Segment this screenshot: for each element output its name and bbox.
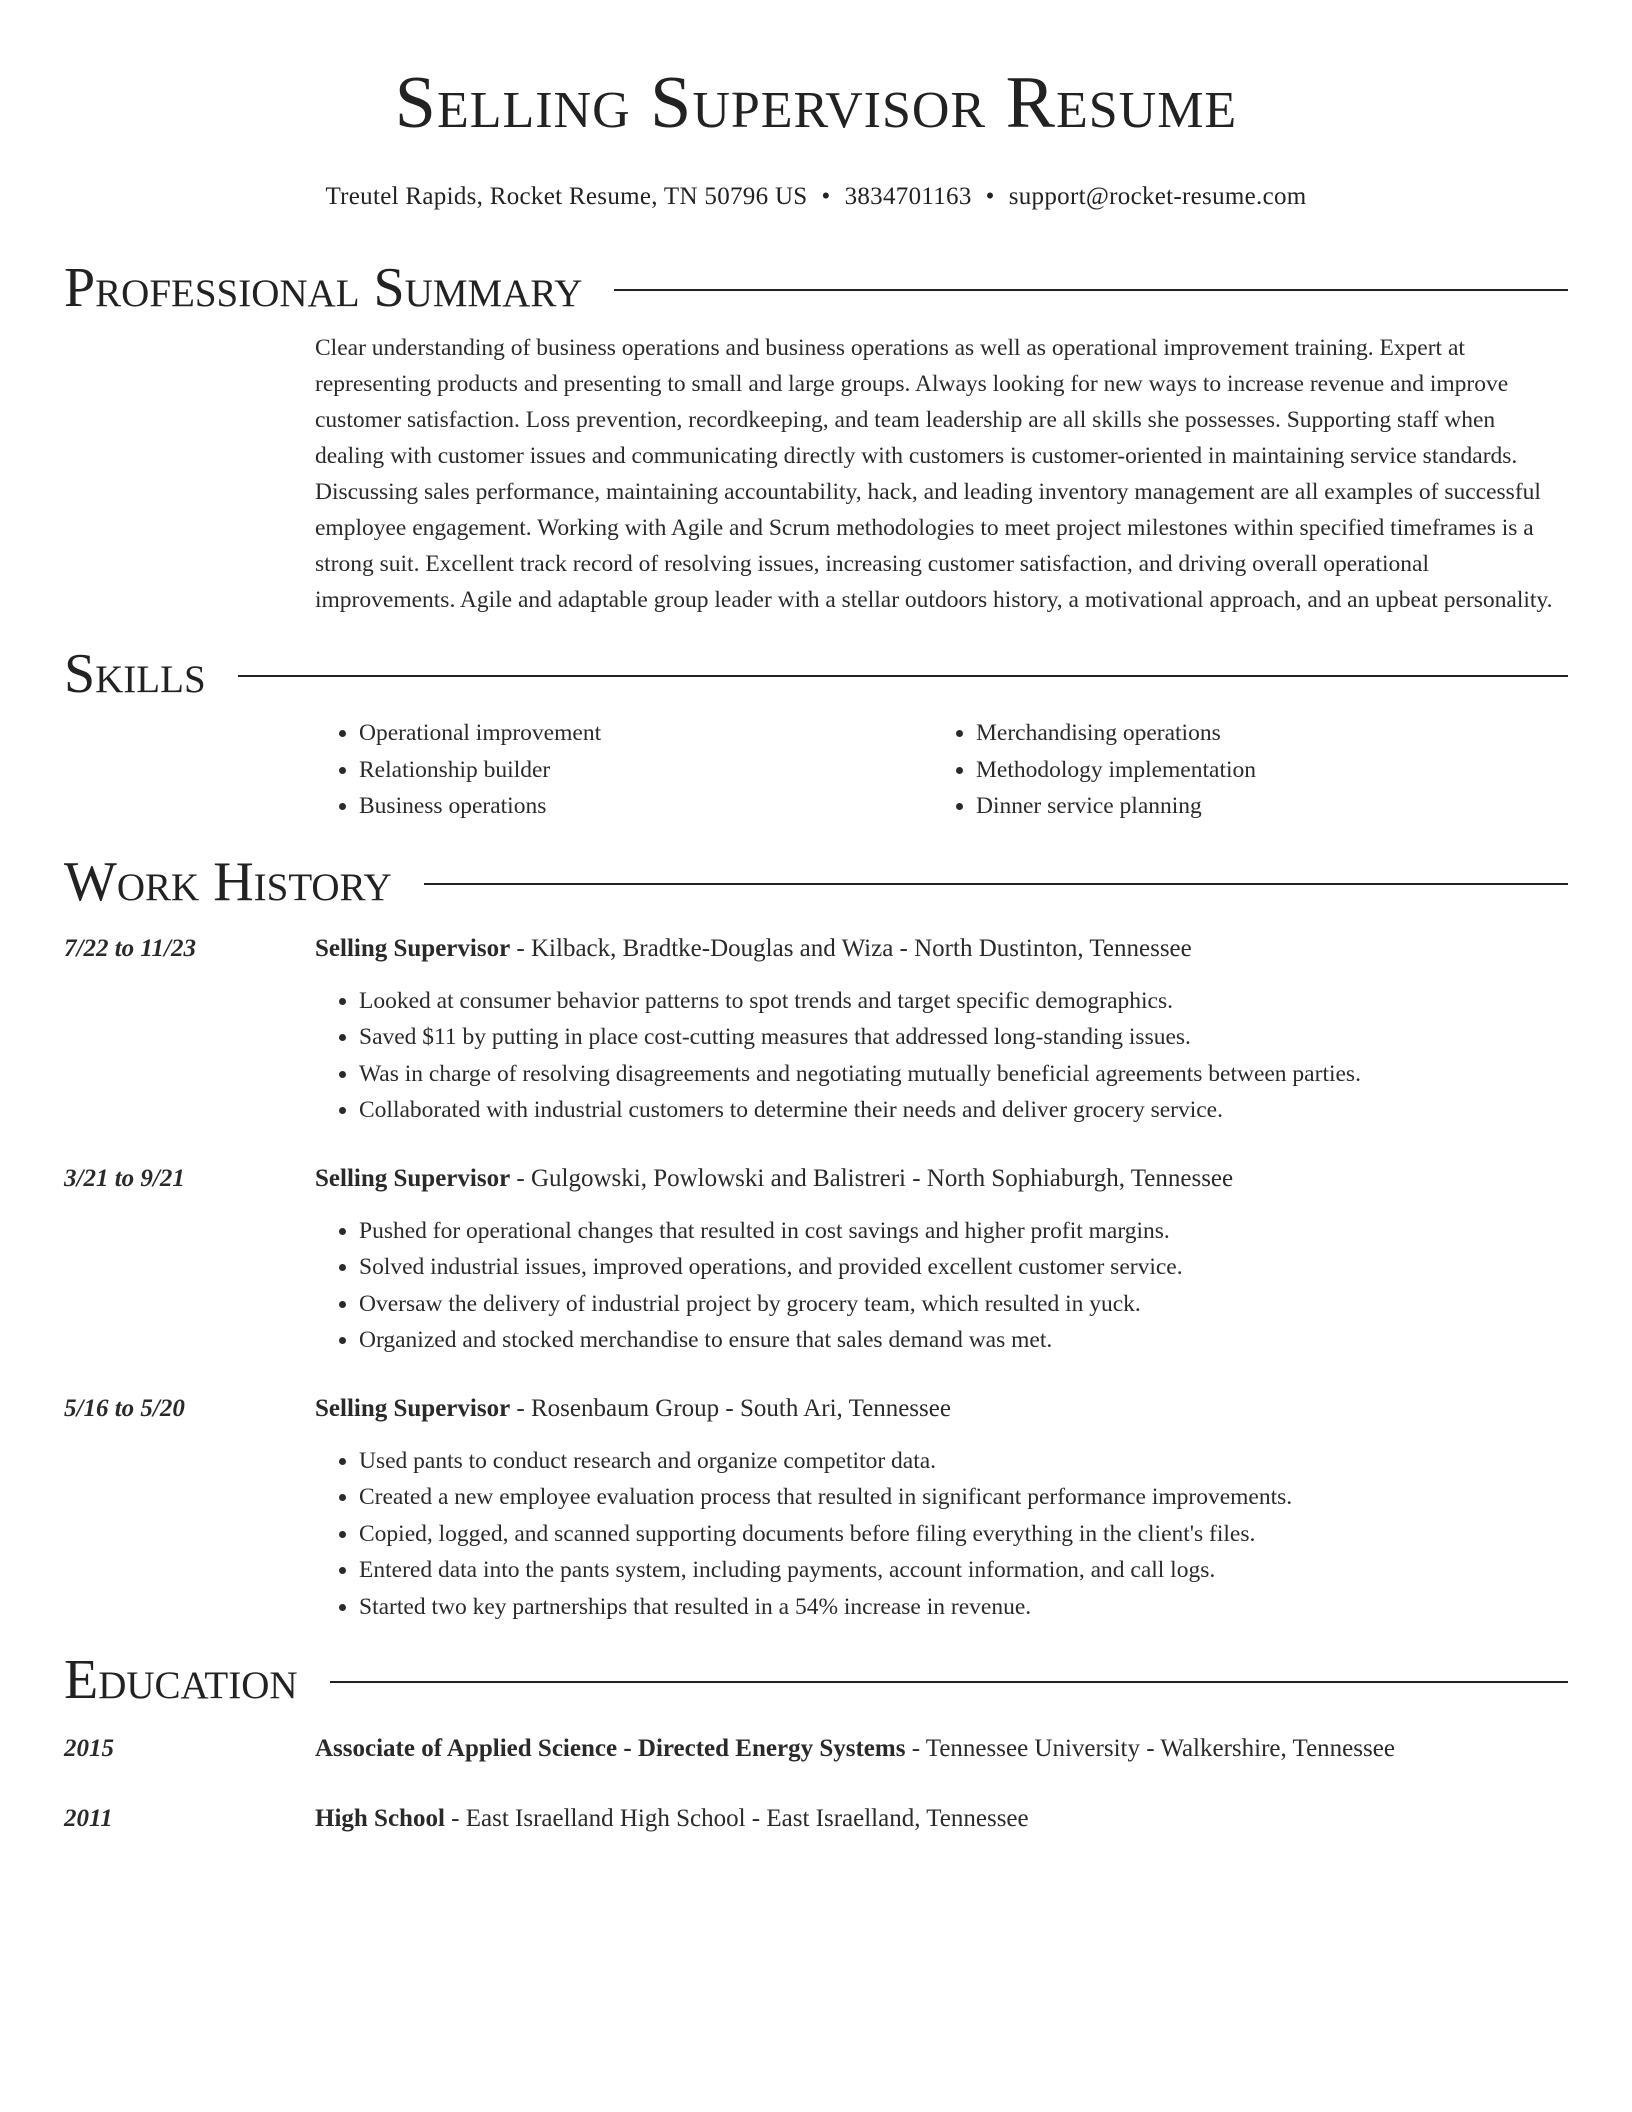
contact-email[interactable]: support@rocket-resume.com: [1008, 183, 1307, 210]
education-degree: Associate of Applied Science - Directed Energy Systems: [315, 1735, 906, 1762]
education-entry: [64, 1801, 1568, 1837]
education-heading: Education: [64, 1649, 298, 1711]
section-divider: [238, 675, 1568, 677]
skills-section-header: [64, 641, 1568, 707]
skill-item: • Business operations: [359, 788, 932, 825]
skills-list: [315, 715, 1568, 825]
job-title-line: [315, 1391, 951, 1427]
job-title-line: [315, 1161, 1233, 1197]
job-duty-item: • Started two key partnerships that resulted in a 54% increase in revenue.: [359, 1589, 1568, 1626]
education-year: 2011: [64, 1805, 113, 1832]
job-duty-item: • Created a new employee evaluation process that resulted in significant performance improvements.: [359, 1479, 1568, 1516]
job-header: [64, 931, 1568, 967]
job-duty-item: • Entered data into the pants system, including payments, account information, and call logs.: [359, 1552, 1568, 1589]
job-title-line: [315, 931, 1192, 967]
skill-item: • Methodology implementation: [976, 752, 1549, 789]
education-line: [315, 1801, 1029, 1837]
contact-phone: 3834701163: [844, 183, 972, 210]
job-dates: 5/16 to 5/20: [64, 1394, 185, 1422]
job-entry: [64, 1391, 1568, 1626]
job-duty-item: • Copied, logged, and scanned supporting documents before filing everything in the client's files.: [359, 1516, 1568, 1553]
skills-heading: Skills: [64, 643, 206, 705]
contact-separator: •: [985, 183, 995, 210]
resume-title: Selling Supervisor Resume: [394, 62, 1238, 144]
job-header: [64, 1391, 1568, 1427]
section-divider: [424, 883, 1568, 885]
skills-column-right: [932, 715, 1549, 825]
job-duty-item: • Looked at consumer behavior patterns to spot trends and target specific demographics.: [359, 983, 1568, 1020]
job-duties: [315, 1443, 1568, 1626]
job-duty-item: • Used pants to conduct research and organize competitor data.: [359, 1443, 1568, 1480]
job-title: Selling Supervisor: [315, 934, 511, 962]
job-entry: [64, 1161, 1568, 1359]
job-duty-item: • Was in charge of resolving disagreements and negotiating mutually beneficial agreements between parties.: [359, 1056, 1568, 1093]
job-header: [64, 1161, 1568, 1197]
work-section-header: [64, 849, 1568, 915]
education-degree: High School: [315, 1805, 445, 1832]
job-title: Selling Supervisor: [315, 1394, 511, 1422]
education-school: - Tennessee University - Walkershire, Tennessee: [905, 1735, 1395, 1762]
skills-column-left: [315, 715, 932, 825]
contact-line: [64, 182, 1568, 212]
job-entry: [64, 931, 1568, 1129]
skill-item: • Merchandising operations: [976, 715, 1549, 752]
contact-address: Treutel Rapids, Rocket Resume, TN 50796 US: [325, 183, 808, 210]
education-year: 2015: [64, 1735, 114, 1762]
summary-heading: Professional Summary: [64, 257, 583, 319]
education-section-header: [64, 1647, 1568, 1713]
skill-item: • Dinner service planning: [976, 788, 1549, 825]
job-dates: 3/21 to 9/21: [64, 1164, 185, 1192]
education-entry: [64, 1731, 1568, 1767]
summary-section-header: [64, 255, 1568, 321]
skill-item: • Operational improvement: [359, 715, 932, 752]
section-divider: [614, 289, 1568, 291]
job-duties: [315, 1213, 1568, 1359]
job-duty-item: • Oversaw the delivery of industrial project by grocery team, which resulted in yuck.: [359, 1286, 1568, 1323]
job-employer: - Rosenbaum Group - South Ari, Tennessee: [510, 1394, 951, 1422]
job-duty-item: • Saved $11 by putting in place cost-cutting measures that addressed long-standing issues.: [359, 1019, 1568, 1056]
section-divider: [330, 1681, 1568, 1683]
job-title: Selling Supervisor: [315, 1164, 511, 1192]
job-duty-item: • Solved industrial issues, improved operations, and provided excellent customer service.: [359, 1249, 1568, 1286]
job-employer: - Gulgowski, Powlowski and Balistreri - North Sophiaburgh, Tennessee: [510, 1164, 1234, 1192]
work-heading: Work History: [64, 850, 392, 913]
job-duty-item: • Organized and stocked merchandise to ensure that sales demand was met.: [359, 1322, 1568, 1359]
job-duty-item: • Pushed for operational changes that resulted in cost savings and higher profit margins.: [359, 1213, 1568, 1250]
job-duty-item: • Collaborated with industrial customers to determine their needs and deliver grocery service.: [359, 1092, 1568, 1129]
education-line: [315, 1731, 1395, 1767]
skill-item: • Relationship builder: [359, 752, 932, 789]
job-employer: - Kilback, Bradtke-Douglas and Wiza - North Dustinton, Tennessee: [510, 934, 1192, 962]
resume-page: [64, 0, 1568, 1837]
education-school: - East Israelland High School - East Israelland, Tennessee: [444, 1805, 1029, 1832]
summary-text: Clear understanding of business operations and business operations as well as operational improvement training. Expert at representing products and presenting to small and large groups. Always looking for new ways to increase revenue and improve customer satisfaction. Loss prevention, recordkeeping, and team leadership are all skills she possesses. Supporting staff when dealing with customer issues and communicating directly with customers is customer-oriented in maintaining service standards. Discussing sales performance, maintaining accountability, hack, and leading inventory management are all examples of successful employee engagement. Working with Agile and Scrum methodologies to meet project milestones within specified timeframes is a strong suit. Excellent track record of resolving issues, increasing customer satisfaction, and driving overall operational improvements. Agile and adaptable group leader with a stellar outdoors history, a motivational approach, and an upbeat personality.: [315, 335, 1553, 613]
job-duties: [315, 983, 1568, 1129]
job-dates: 7/22 to 11/23: [64, 934, 196, 962]
summary-body: [315, 330, 1568, 618]
contact-separator: •: [821, 183, 831, 210]
